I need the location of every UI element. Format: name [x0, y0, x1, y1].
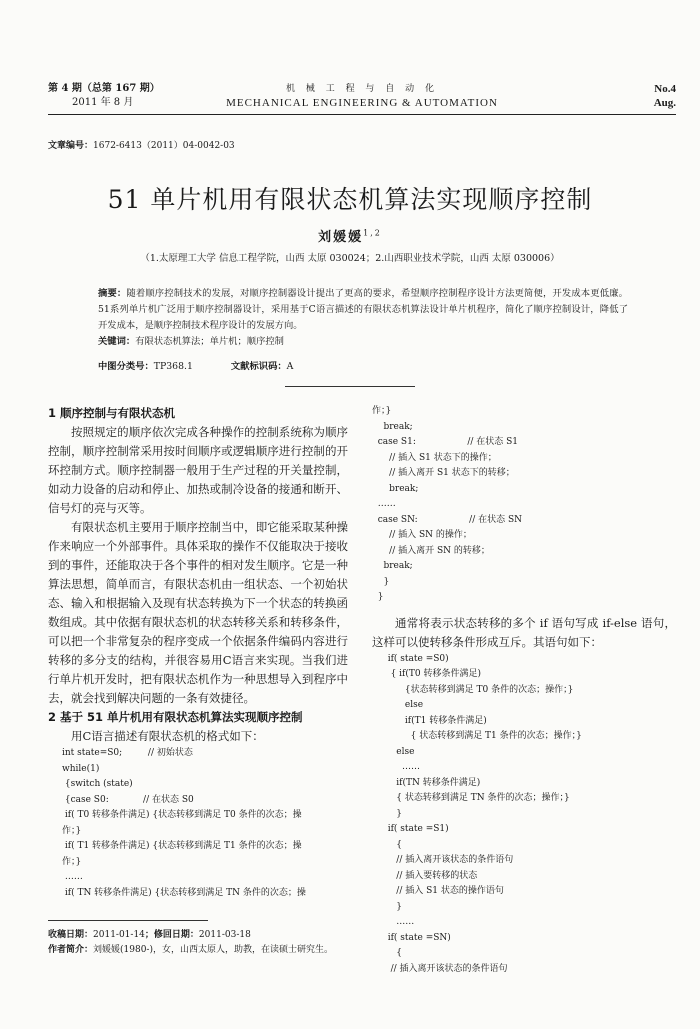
code-block: 作；} break; case S1: // 在状态 S1 // 插入 S1 状态下的操作； // 插入离开 S1 状态下的转移； break; …… case SN: // 在状态 SN // 插入 SN 的操作； // 插入离开 SN 的转移； break; } }: [372, 406, 523, 602]
section-2-heading: 2 基于 51 单片机用有限状态机算法实现顺序控制: [48, 710, 303, 724]
bio-label: 作者简介：: [48, 945, 94, 955]
paragraph: 用C语言描述有限状态机的格式如下：: [71, 729, 264, 743]
bio-line: [48, 943, 333, 958]
author-affil-marks: 1,2: [363, 228, 382, 238]
article-number: [48, 138, 235, 151]
clc-value: TP368.1: [153, 361, 193, 372]
volume-info: [654, 82, 676, 110]
bio-text: 刘媛媛(1980-)，女，山西太原人，助教，在读硕士研究生。: [93, 945, 333, 955]
received-label: 收稿日期：: [48, 930, 94, 940]
abstract-divider: [285, 386, 415, 387]
paragraph: 有限状态机主要用于顺序控制当中，即它能采取某种操作来响应一个外部事件。具体采取的操作不仅能取决于接收到的事件，还能取决于各个事件的相对发生顺序。它是一种算法思想，简单而言，有限状态机由一组状态、一个初始状态、输入和根据输入及现有状态转换为下一个状态的转换函数组成。其中依据有限状态机的状态转移关系和转移条件，可以把一个非常复杂的程序变成一个依据条件编码内容进行转移的多分支的结构，并很容易用C语言来实现。当我们进行单片机开发时，把有限状态机作为一种思想导入到程序中去，就会找到解决问题的一条有效捷径。: [48, 520, 348, 705]
footnote-rule: [48, 920, 208, 921]
doc-code-label: 文献标识码：: [230, 361, 287, 372]
issue-number: 第 4 期（总第 167 期）: [48, 83, 160, 94]
author-name: 刘媛媛: [318, 230, 364, 245]
volume-month: Aug.: [653, 97, 676, 109]
code-block: if( state =S0) { if(T0 转移条件满足) {状态转移到满足 T0 条件的次态；操作；} else if(T1 转移条件满足) { 状态转移到满足 T1 条件的次态；操作；} else …… if(TN 转移条件满足) { 状态转移到满足 TN 条件的次态；操作；} } if( state =S1) { // 插入离开该状态的条件语句 // 插入要转移的状态 // 插入 S1 状态的操作语句 } …… if( state =SN) { // 插入离开该状态的条件语句: [387, 653, 582, 974]
author: [0, 226, 700, 245]
abstract: [98, 286, 628, 350]
revised-label: ；修回日期：: [144, 930, 199, 940]
keywords-label: 关键词：: [98, 336, 136, 347]
abstract-text: 随着顺序控制技术的发展，对顺序控制器设计提出了更高的要求，希望顺序控制程序设计方法更简便，开发成本更低廉。51系列单片机广泛用于顺序控制器设计，采用基于C语言描述的有限状态机算法设计单片机程序，简化了顺序控制设计，降低了开发成本，是顺序控制技术程序设计的发展方向。: [98, 288, 628, 331]
code-block: int state=S0; // 初始状态 while(1) {switch (state) {case S0: // 在状态 S0 if( T0 转移条件满足) {状态转移到满足 T0 条件的次态；操 作；} if( T1 转移条件满足) {状态转移到满足 T1 条件的次态；操 作；} …… if( TN 转移条件满足) {状态转移到满足 TN 条件的次态；操: [62, 748, 306, 898]
classification: [98, 358, 293, 372]
paper-title: 51 单片机用有限状态机算法实现顺序控制: [107, 185, 593, 214]
page-header: [48, 82, 676, 114]
dates-line: [48, 928, 333, 943]
received-date: 2011-01-14: [93, 930, 145, 940]
paragraph: 按照规定的顺序依次完成各种操作的控制系统称为顺序控制，顺序控制常采用按时间顺序或逻辑顺序进行控制的开环控制方式。顺序控制器一般用于生产过程的开关量控制，如动力设备的启动和停止、加热或制冷设备的接通和断开、信号灯的亮与灭等。: [48, 425, 348, 515]
clc-label: 中图分类号：: [98, 361, 154, 372]
revised-date: 2011-03-18: [198, 930, 251, 940]
footnote: [48, 928, 333, 958]
affiliation: （1.太原理工大学 信息工程学院，山西 太原 030024；2.山西职业技术学院，山西 太原 030006）: [140, 253, 560, 264]
journal-name-cn: 机 械 工 程 与 自 动 化: [285, 84, 439, 94]
abstract-label: 摘要：: [98, 288, 127, 299]
paragraph: 通常将表示状态转移的多个 if 语句写成 if-else 语句，这样可以使转移条件形成互斥。其语句如下：: [372, 615, 676, 649]
keywords-text: 有限状态机算法；单片机；顺序控制: [135, 336, 284, 347]
section-1-heading: 1 顺序控制与有限状态机: [48, 406, 176, 420]
article-number-value: 1672-6413（2011）04-0042-03: [93, 141, 235, 151]
left-column: [48, 404, 348, 901]
article-number-label: 文章编号：: [48, 141, 94, 151]
volume-number: No.4: [654, 83, 676, 95]
journal-name-en: MECHANICAL ENGINEERING & AUTOMATION: [226, 97, 498, 109]
right-column: [372, 404, 676, 977]
issue-date: 2011 年 8 月: [72, 97, 134, 108]
header-rule: [48, 114, 676, 115]
doc-code-value: A: [286, 361, 294, 372]
journal-name: [48, 82, 676, 110]
